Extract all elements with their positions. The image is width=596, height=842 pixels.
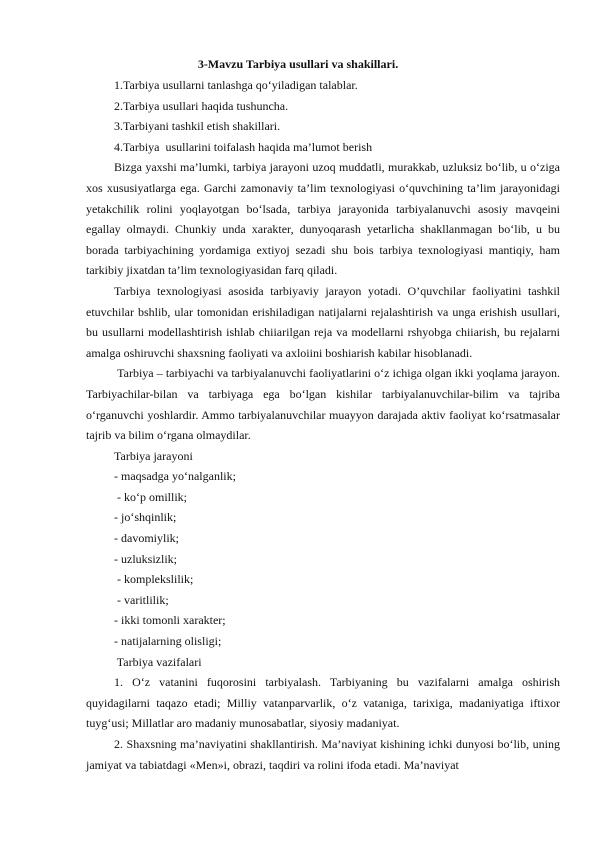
process-heading: Tarbiya jarayoni	[114, 448, 193, 463]
page-title	[0, 57, 596, 72]
plan-item-4: 4.Tarbiya usullarini toifalash haqida ma’lumot berish	[114, 139, 373, 154]
paragraph-definition: Tarbiya – tarbiyachi va tarbiyalanuvchi faoliyatlarini o‘z ichiga olgan ikki yoqlama jarayon. Tarbiyachilar-bilan va tarbiyaga ega bo‘lgan kishilar tarbiyalanuvchilar-bilim va tajriba o‘rganuvchi yoshlardir. Ammo tarbiyalanuvchilar muayyon darajada aktiv faoliyat ko‘rsatmasalar tajrib va bilim o‘rgana olmaydilar.	[86, 366, 563, 443]
paragraph-technology: Tarbiya texnologiyasi asosida tarbiyaviy jarayon yotadi. O’quvchilar faoliyatini tashkil etuvchilar bshlib, ular tomonidan erishiladigan natijalarni rejalashtirish va unga erishish usullari, bu usullarni modellashtirish ishlab chiiarilgan reja va modellarni rshyobga chiiarish, bu rejalarni amalga oshiruvchi shaxsning faoliyati va axloiini boshiarish kabilar hisoblanadi.	[86, 283, 560, 360]
task-paragraph-1: 1. O‘z vatanini fuqorosini tarbiyalash. Tarbiyaning bu vazifalarni amalga oshirish quyidagilarni taqazo etadi; Milliy vatanparvarlik, o‘z vataniga, tarixiga, madaniyatiga iftixor tuyg‘usi; Millatlar aro madaniy munosabatlar, siyosiy madaniyat.	[86, 675, 560, 731]
process-item: - ko‘p omillik;	[114, 489, 187, 504]
process-item: - natijalarning olisligi;	[114, 634, 222, 649]
document-body	[86, 75, 563, 775]
process-item: - varitlilik;	[114, 592, 169, 607]
process-item: - davomiylik;	[114, 531, 179, 546]
title-period: .	[395, 57, 399, 71]
process-item: - maqsadga yo‘nalganlik;	[114, 469, 236, 484]
paragraph-intro: Bizga yaxshi ma’lumki, tarbiya jarayoni uzoq muddatli, murakkab, uzluksiz bo‘lib, u o‘ziga xos xususiyatlarga ega. Garchi zamonaviy ta’lim texnologiyasi o‘quvchining ta’lim jarayonidagi yetakchilik rolini yoqlayotgan bo‘lsada, tarbiya jarayonida tarbiyalanuvchi asosiy mavqeini egallay olmaydi. Chunkiy unda xarakter, dunyoqarash yetarlicha shakllanmagan bo‘lib, u bu borada tarbiyachining yordamiga extiyoj sezadi shu bois tarbiya texnologiyasi mantiqiy, ham tarkibiy jixatdan ta’lim texnologiyasidan farq qiladi.	[86, 160, 560, 278]
process-item: - uzluksizlik;	[114, 551, 177, 566]
process-item: - komplekslilik;	[114, 572, 194, 587]
process-item: - jo‘shqinlik;	[114, 510, 177, 525]
plan-item-1: 1.Tarbiya usullarni tanlashga qo‘yiladigan talablar.	[114, 78, 358, 92]
task-paragraph-2: 2. Shaxsning ma’naviyatini shakllantirish. Ma’naviyat kishining ichki dunyosi bo‘lib, uning jamiyat va tabiatdagi «Men»i, obrazi, taqdiri va rolini ifoda etadi. Ma’naviyat	[86, 737, 560, 772]
process-item: - ikki tomonli xarakter;	[114, 613, 226, 628]
title-text: 3-Mavzu Tarbiya usullari va shakillari	[197, 57, 396, 71]
plan-item-3: 3.Tarbiyani tashkil etish shakillari.	[114, 119, 281, 134]
tasks-heading: Tarbiya vazifalari	[114, 654, 202, 669]
plan-item-2: 2.Tarbiya usullari haqida tushuncha.	[114, 98, 289, 113]
